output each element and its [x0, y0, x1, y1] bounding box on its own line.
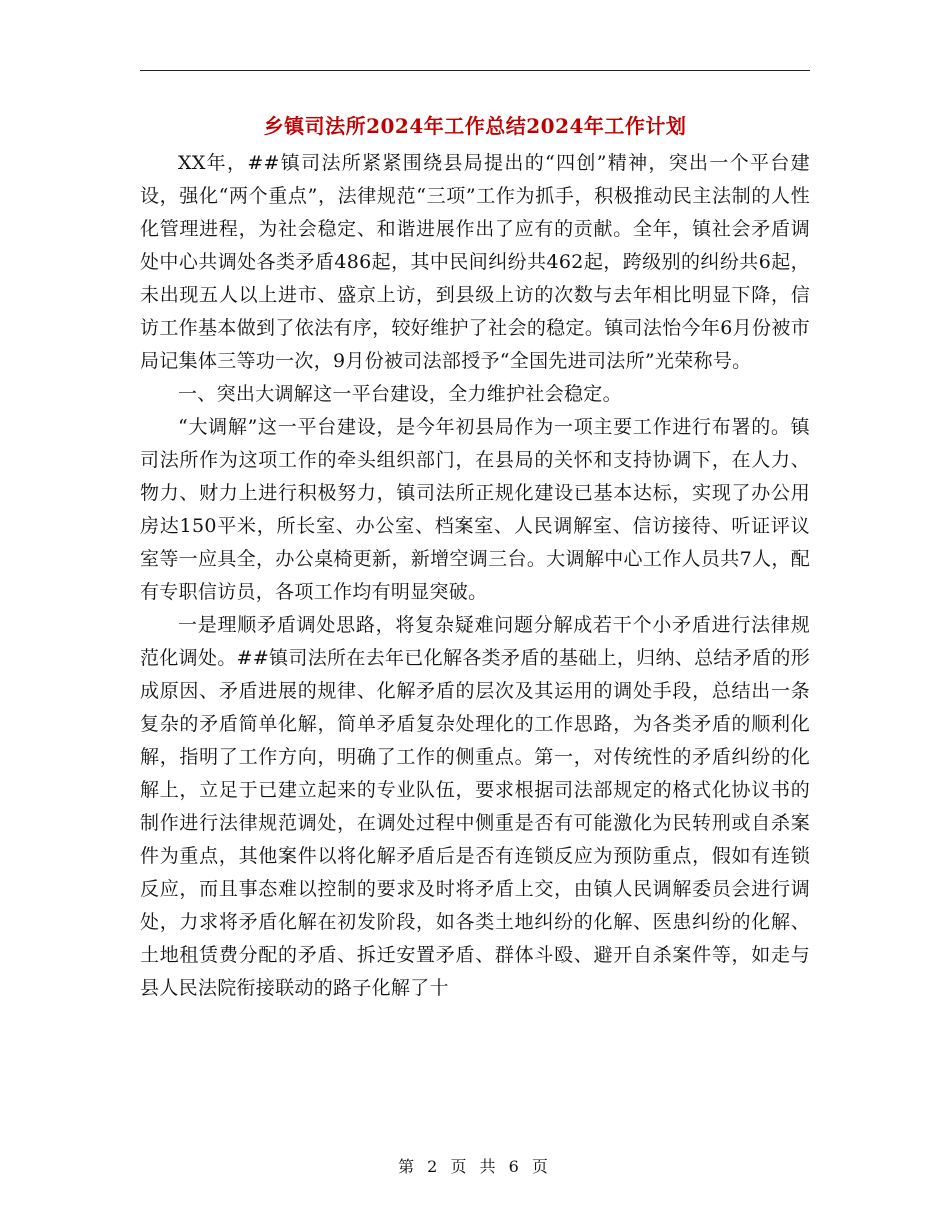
document-body [140, 147, 810, 1005]
page-number: 第 2 页 共 6 页 [398, 1157, 552, 1176]
paragraph-section-heading: 一、突出大调解这一平台建设，全力维护社会稳定。 [178, 383, 622, 405]
paragraph-mediation: 一是理顺矛盾调处思路，将复杂疑难问题分解成若干个小矛盾进行法律规范化调处。##镇司法所在去年已化解各类矛盾的基础上，归纳、总结矛盾的形成原因、矛盾进展的规律、化解矛盾的层次及其运用的调处手段，总结出一条复杂的矛盾简单化解，简单矛盾复杂处理化的工作思路，为各类矛盾的顺利化解，指明了工作方向，明确了工作的侧重点。第一，对传统性的矛盾纠纷的化解上，立足于已建立起来的专业队伍，要求根据司法部规定的格式化协议书的制作进行法律规范调处，在调处过程中侧重是否有可能激化为民转刑或自杀案件为重点，其他案件以将化解矛盾后是否有连锁反应为预防重点，假如有连锁反应，而且事态难以控制的要求及时将矛盾上交，由镇人民调解委员会进行调处，力求将矛盾化解在初发阶段，如各类土地纠纷的化解、医患纠纷的化解、土地租赁费分配的矛盾、拆迁安置矛盾、群体斗殴、避开自杀案件等，如走与县人民法院衔接联动的路子化解了十 [140, 614, 810, 999]
document-title: 乡镇司法所2024年工作总结2024年工作计划 [263, 114, 687, 138]
paragraph-intro: XX年，##镇司法所紧紧围绕县局提出的“四创”精神，突出一个平台建设，强化“两个重点”，法律规范“三项”工作为抓手，积极推动民主法制的人性化管理进程，为社会稳定、和谐进展作出了应有的贡献。全年，镇社会矛盾调处中心共调处各类矛盾486起，其中民间纠纷共462起，跨级别的纠纷共6起，未出现五人以上进市、盛京上访，到县级上访的次数与去年相比明显下降，信访工作基本做到了依法有序，较好维护了社会的稳定。镇司法怡今年6月份被市局记集体三等功一次，9月份被司法部授予“全国先进司法所”光荣称号。 [140, 152, 810, 372]
paragraph-platform: “大调解”这一平台建设，是今年初县局作为一项主要工作进行布署的。镇司法所作为这项工作的牵头组织部门，在县局的关怀和支持协调下，在人力、物力、财力上进行积极努力，镇司法所正规化建设已基本达标，实现了办公用房达150平米，所长室、办公室、档案室、人民调解室、信访接待、听证评议室等一应具全，办公桌椅更新，新增空调三台。大调解中心工作人员共7人，配有专职信访员，各项工作均有明显突破。 [140, 416, 810, 603]
header-rule [140, 70, 810, 71]
